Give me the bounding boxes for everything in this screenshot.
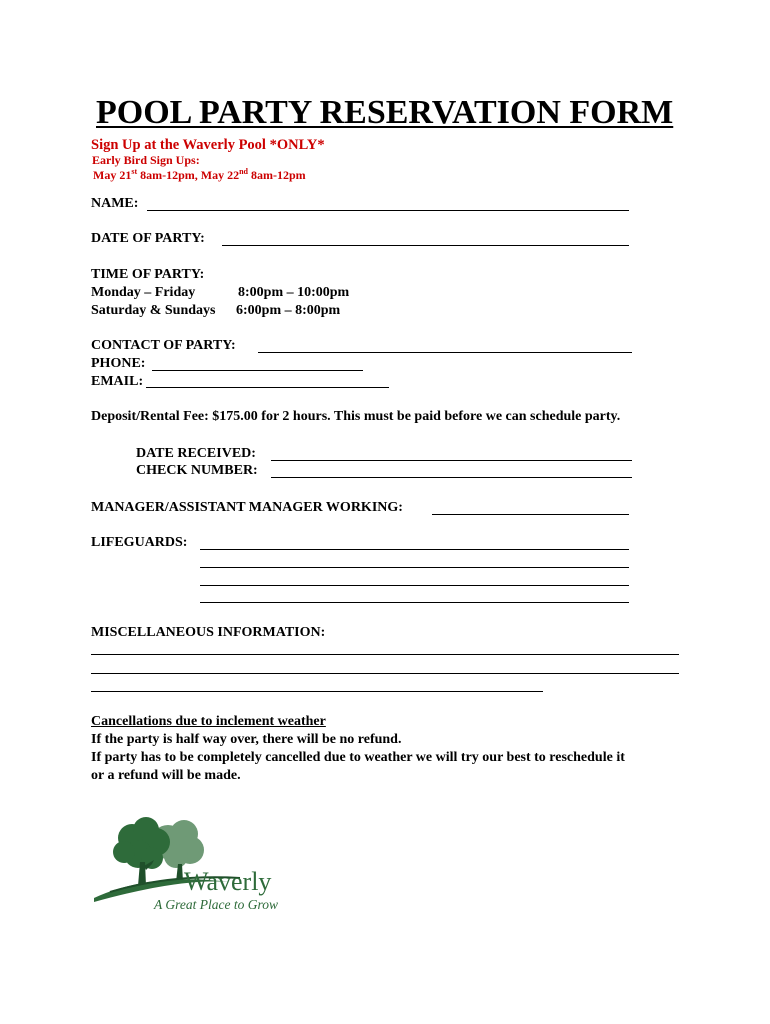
misc-label: MISCELLANEOUS INFORMATION: [91, 625, 326, 640]
tree-logo-icon [90, 812, 290, 922]
lifeguards-label: LIFEGUARDS: [91, 535, 188, 550]
date-of-party-field[interactable] [222, 245, 629, 246]
early-bird-label: Early Bird Sign Ups: [92, 153, 200, 167]
signup-note: Sign Up at the Waverly Pool *ONLY* [91, 137, 325, 153]
deposit-note: Deposit/Rental Fee: $175.00 for 2 hours. This must be paid before we can schedule party. [91, 409, 621, 424]
contact-field[interactable] [258, 352, 632, 353]
name-field[interactable] [147, 210, 629, 211]
date-received-label: DATE RECEIVED: [136, 446, 256, 461]
date-of-party-label: DATE OF PARTY: [91, 231, 205, 246]
phone-field[interactable] [152, 370, 363, 371]
weekday-time: 8:00pm – 10:00pm [238, 285, 350, 300]
email-label: EMAIL: [91, 374, 144, 389]
cancellation-line-3: or a refund will be made. [91, 768, 241, 783]
cancellation-heading: Cancellations due to inclement weather [91, 714, 326, 729]
phone-label: PHONE: [91, 356, 146, 371]
manager-field[interactable] [432, 514, 629, 515]
check-number-label: CHECK NUMBER: [136, 463, 258, 478]
misc-field-2[interactable] [91, 673, 679, 674]
email-field[interactable] [146, 387, 389, 388]
page-title: POOL PARTY RESERVATION FORM [96, 94, 674, 131]
misc-field-3[interactable] [91, 691, 543, 692]
logo-name: Waverly [184, 867, 272, 896]
logo-tagline: A Great Place to Grow [154, 897, 278, 912]
lifeguards-field-2[interactable] [200, 567, 629, 568]
lifeguards-field-4[interactable] [200, 602, 629, 603]
date-received-field[interactable] [271, 460, 632, 461]
name-label: NAME: [91, 196, 139, 211]
manager-label: MANAGER/ASSISTANT MANAGER WORKING: [91, 500, 403, 515]
cancellation-line-1: If the party is half way over, there will be no refund. [91, 732, 402, 747]
cancellation-line-2: If party has to be completely cancelled due to weather we will try our best to reschedule it [91, 750, 625, 765]
misc-field-1[interactable] [91, 654, 679, 655]
time-of-party-label: TIME OF PARTY: [91, 267, 205, 282]
contact-label: CONTACT OF PARTY: [91, 338, 236, 353]
early-bird-dates: May 21st 8am-12pm, May 22nd 8am-12pm [93, 167, 306, 182]
check-number-field[interactable] [271, 477, 632, 478]
lifeguards-field-3[interactable] [200, 585, 629, 586]
lifeguards-field-1[interactable] [200, 549, 629, 550]
weekday-label: Monday – Friday [91, 285, 196, 300]
waverly-logo [90, 812, 290, 922]
weekend-label: Saturday & Sundays [91, 303, 216, 318]
weekend-time: 6:00pm – 8:00pm [236, 303, 341, 318]
